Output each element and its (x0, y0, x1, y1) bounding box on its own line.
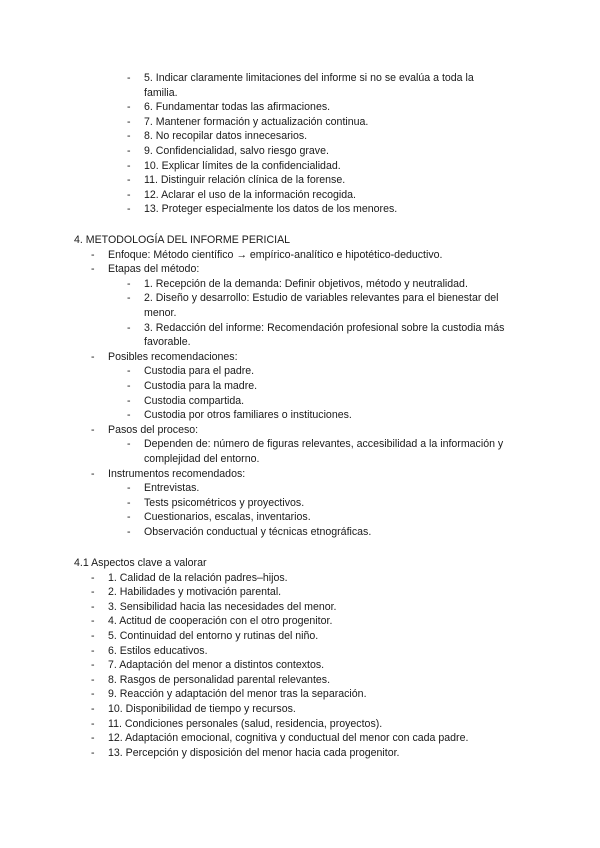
instrumento-item: Tests psicométricos y proyectivos. (144, 496, 305, 509)
aspecto-item: 11. Condiciones personales (salud, residencia, proyectos). (108, 717, 383, 730)
recomendacion-item: Custodia para la madre. (144, 380, 258, 392)
instrumento-item: Observación conductual y técnicas etnográficas. (144, 526, 372, 538)
etapa-item-cont: favorable. (144, 336, 191, 349)
etapa-item: 1. Recepción de la demanda: Definir objetivos, método y neutralidad. (144, 277, 468, 290)
bullet-dash: - (91, 615, 95, 628)
aspecto-item: 7. Adaptación del menor a distintos contextos. (108, 659, 325, 672)
aspecto-item: 8. Rasgos de personalidad parental relevantes. (108, 673, 331, 686)
aspecto-item: 3. Sensibilidad hacia las necesidades del menor. (108, 600, 337, 613)
aspecto-item: 10. Disponibilidad de tiempo y recursos. (108, 703, 296, 715)
principle-item-cont: familia. (144, 86, 178, 99)
bullet-dash: - (127, 101, 131, 114)
bullet-dash: - (91, 688, 95, 701)
bullet-dash: - (127, 277, 131, 290)
recomendacion-item: Custodia para el padre. (144, 365, 255, 378)
bullet-dash: - (91, 746, 95, 759)
bullet-dash: - (127, 496, 131, 509)
aspecto-item: 4. Actitud de cooperación con el otro progenitor. (108, 615, 333, 628)
aspecto-item: 9. Reacción y adaptación del menor tras la separación. (108, 688, 367, 701)
bullet-dash: - (127, 526, 131, 538)
pasos-label: Pasos del proceso: (108, 423, 199, 436)
paso-item-cont: complejidad del entorno. (144, 453, 260, 465)
bullet-dash: - (127, 511, 131, 524)
bullet-dash: - (127, 409, 131, 422)
principle-item: 7. Mantener formación y actualización continua. (144, 115, 369, 128)
aspecto-item: 5. Continuidad del entorno y rutinas del niño. (108, 630, 319, 642)
bullet-dash: - (127, 292, 131, 305)
bullet-dash: - (127, 321, 131, 334)
bullet-dash: - (91, 423, 95, 436)
bullet-dash: - (91, 703, 95, 715)
principle-item: 12. Aclarar el uso de la información recogida. (144, 188, 356, 201)
bullet-dash: - (127, 203, 131, 216)
principle-item: 9. Confidencialidad, salvo riesgo grave. (144, 145, 329, 157)
principle-item: 11. Distinguir relación clínica de la forense. (144, 174, 346, 187)
etapa-item: 2. Diseño y desarrollo: Estudio de variables relevantes para el bienestar del (144, 292, 499, 305)
bullet-dash: - (91, 600, 95, 613)
aspecto-item: 2. Habilidades y motivación parental. (108, 586, 282, 599)
bullet-dash: - (127, 188, 131, 201)
aspecto-item: 6. Estilos educativos. (108, 644, 208, 657)
bullet-dash: - (127, 482, 131, 495)
bullet-dash: - (91, 732, 95, 745)
principle-item: 5. Indicar claramente limitaciones del informe si no se evalúa a toda la (144, 72, 474, 84)
instrumento-item: Entrevistas. (144, 482, 200, 495)
etapa-item: 3. Redacción del informe: Recomendación profesional sobre la custodia más (144, 321, 505, 334)
bullet-dash: - (127, 438, 131, 451)
bullet-dash: - (91, 571, 95, 584)
bullet-dash: - (127, 145, 131, 157)
bullet-dash: - (127, 365, 131, 378)
bullet-dash: - (91, 659, 95, 672)
section-4-heading: 4. METODOLOGÍA DEL INFORME PERICIAL (74, 234, 291, 246)
aspecto-item: 13. Percepción y disposición del menor hacia cada progenitor. (108, 746, 400, 759)
bullet-dash: - (91, 630, 95, 642)
bullet-dash: - (91, 263, 95, 276)
instrumento-item: Cuestionarios, escalas, inventarios. (144, 511, 311, 524)
bullet-dash: - (127, 130, 131, 143)
bullet-dash: - (127, 394, 131, 407)
recomendacion-item: Custodia por otros familiares o instituciones. (144, 409, 352, 422)
bullet-dash: - (127, 72, 131, 84)
etapas-label: Etapas del método: (108, 263, 200, 276)
principle-item: 8. No recopilar datos innecesarios. (144, 130, 308, 143)
principle-item: 13. Proteger especialmente los datos de los menores. (144, 203, 398, 216)
recomendacion-item: Custodia compartida. (144, 394, 245, 407)
bullet-dash: - (127, 380, 131, 392)
principle-item: 10. Explicar límites de la confidencialidad. (144, 159, 341, 172)
instrumentos-label: Instrumentos recomendados: (108, 467, 246, 480)
recomendaciones-label: Posibles recomendaciones: (108, 350, 238, 363)
section-4-1-heading: 4.1 Aspectos clave a valorar (74, 557, 207, 569)
principle-item: 6. Fundamentar todas las afirmaciones. (144, 101, 331, 114)
bullet-dash: - (91, 673, 95, 686)
bullet-dash: - (91, 248, 95, 261)
bullet-dash: - (91, 467, 95, 480)
bullet-dash: - (127, 174, 131, 187)
bullet-dash: - (91, 644, 95, 657)
aspecto-item: 12. Adaptación emocional, cognitiva y conductual del menor con cada padre. (108, 732, 469, 745)
etapa-item-cont: menor. (144, 307, 177, 319)
bullet-dash: - (91, 717, 95, 730)
bullet-dash: - (127, 159, 131, 172)
bullet-dash: - (91, 350, 95, 363)
enfoque-item: Enfoque: Método científico → empírico-analítico e hipotético-deductivo. (108, 248, 443, 261)
bullet-dash: - (127, 115, 131, 128)
bullet-dash: - (91, 586, 95, 599)
paso-item: Dependen de: número de figuras relevantes, accesibilidad a la información y (144, 438, 504, 451)
aspecto-item: 1. Calidad de la relación padres–hijos. (108, 571, 288, 584)
